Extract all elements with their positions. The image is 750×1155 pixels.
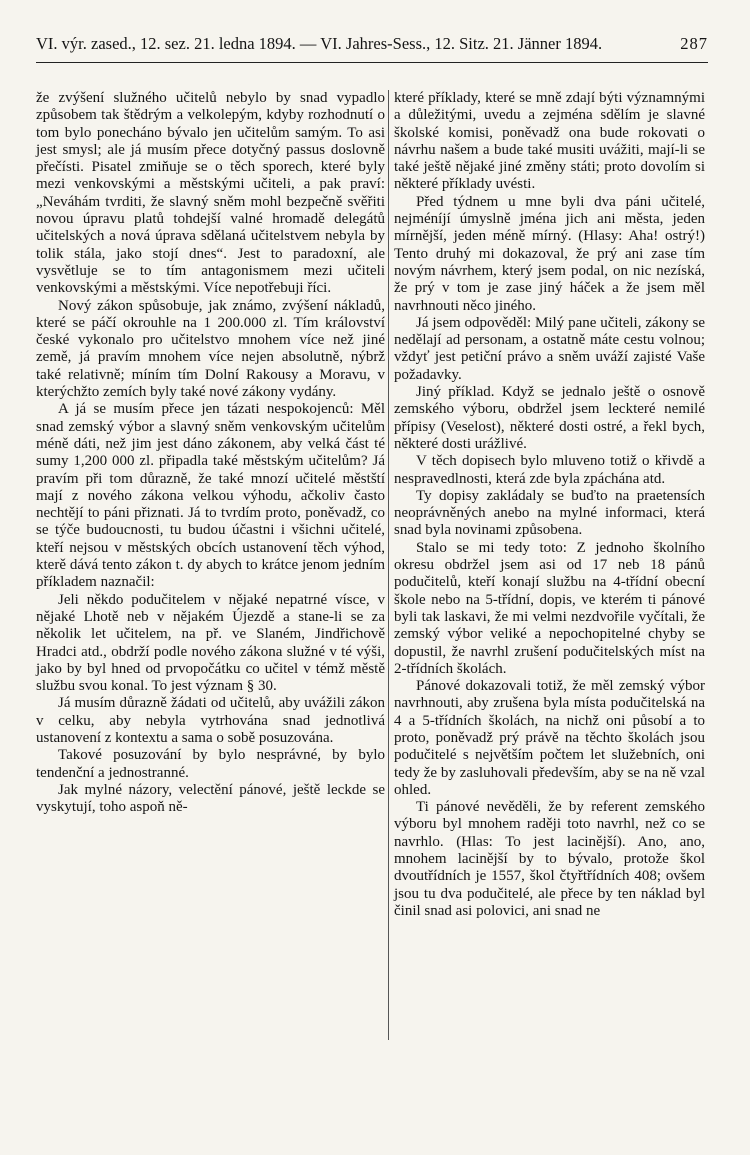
- right-paragraph: Pánové dokazovali totiž, že měl zemský výbor navrhnouti, aby zrušena byla místa podučitelská na 4 a 5-třídních školách, na nichž oni působí a to proto, poněvadž prý právě na těchto školách jsou podučitelé s největším počtem let služebních, oni tedy že by zasluhovali především, aby se na ně vzal ohled.: [394, 678, 705, 798]
- left-paragraph: Jak mylné názory, velectění pánové, ještě leckde se vyskytují, toho aspoň ně-: [36, 781, 385, 816]
- right-paragraph: Ti pánové nevěděli, že by referent zemského výboru byl mnohem raději toto navrhl, než co se navrhlo. (Hlas: To jest lacinější). Ano, ano, mnohem lacinější by to bývalo, protože škol dvoutřídních je 1557, škol čtyřtřídních 408; ovšem jsou tu dva podučitelé, ale přece by ten náklad byl činil snad asi polovici, ani snad ne: [394, 799, 705, 919]
- left-paragraph: A já se musím přece jen tázati nespokojenců: Měl snad zemský výbor a slavný sněm venkovským učitelům méně dáti, než jim jest dáno zákonem, aby velká část té sumy 1,200 000 zl. připadla také městským učitelům? Já pravím při tom důrazně, že také mnozí učitelé městští mají z nového zákona velkou výhodu, ačkoliv často nechtějí to páni přiznati. Já to tvrdím proto, poněvadž, co se týče budoucnosti, tu budou účastni i všichni učitelé, kteří nejsou v městských obcích ustanovení těch výhod, kterě dává tento zákon t. dy abych to krátce jenom jedním příkladem naznačil:: [36, 401, 385, 591]
- right-paragraph: které příklady, které se mně zdají býti významnými a důležitými, uvedu a zejména sdělím je slavné školské komisi, poněvadž ona bude rokovati o návrhu našem a bude také musiti uvážiti, mají-li se také ještě nějaké jiné změny státi; proto dovolím si některé příklady uvésti.: [394, 90, 705, 193]
- header-rule: [36, 62, 708, 63]
- right-paragraph: Já jsem odpověděl: Milý pane učiteli, zákony se nedělají ad personam, a ostatně máte cestu volnou; vždyť jest petiční právo a sněm uváží zajisté Vaše požadavky.: [394, 314, 705, 383]
- left-paragraph: Nový zákon spůsobuje, jak známo, zvýšení nákladů, které se páčí okrouhle na 1 200.000 zl. Tím království české vykonalo pro učitelstvo mnohem více než jiné země, já pravím mnohem více nejen absolutně, nýbrž také relativně; míním tím Dolní Rakousy a Moravu, v kterýchžto zemích byly také nové zákony vydány.: [36, 297, 385, 401]
- left-paragraph: Takové posuzování by bylo nesprávné, by bylo tendenční a jednostranné.: [36, 747, 385, 781]
- left-paragraph: Jeli někdo podučitelem v nějaké nepatrné vísce, v nějaké Lhotě neb v nějakém Újezdě a stane-li se za několik let učitelem, na př. ve Slaném, Jindřichově Hradci atd., obdrží podle nového zákona služné v té výši, jako by byl hned od prvopočátku co učitel v témž městě službu svou konal. To jest význam § 30.: [36, 591, 385, 695]
- right-paragraph: Jiný příklad. Když se jednalo ještě o osnově zemského výboru, obdržel jsem leckteré nemilé přípisy (Veselost), některé dosti ostré, a řekl bych, některé dosti urážlivé.: [394, 384, 705, 452]
- left-paragraph: že zvýšení služného učitelů nebylo by snad vypadlo způsobem tak štědrým a velkolepým, kdyby rozhodnutí o tom bylo ponecháno bývalo jen učitelům samým. To asi jest smysl; ale já musím přece dotyčný passus doslovně přečísti. Pisatel zmiňuje se o těch sporech, které byly mezi venkovskými a městskými učiteli, a pak praví: „Neváhám tvrditi, že slavný sněm mohl bezpečně svěřiti novou úpravu platů tohdejší valné hromadě delegátů učitelských a nová úprava sdělaná učitelstvem nebyla by tolik stála, jako stojí dnes“. Jest to paradoxní, ale vysvětluje se to tím antagonismem mezi učiteli venkovskými a městskými. Více nepotřebuji říci.: [36, 90, 385, 297]
- page-number: 287: [680, 34, 708, 53]
- right-paragraph: Před týdnem u mne byli dva páni učitelé, nejméníjí úmyslně jména jich ani města, jeden mírnější, jeden méně mírný. (Hlasy: Aha! ostrý!) Tento druhý mi dokazoval, že prý ani zase tím novým návrhem, který jsem podal, on nic nezíská, že prý v tom je zase jiný háček a že jsem měl navrhnouti něco jiného.: [394, 193, 705, 314]
- column-divider: [388, 90, 389, 1040]
- header-session-info: VI. výr. zased., 12. sez. 21. ledna 1894. — VI. Jahres-Sess., 12. Sitz. 21. Jänner 1894.: [36, 34, 603, 53]
- right-paragraph: Ty dopisy zakládaly se buďto na praetensích neoprávněných anebo na mylné informaci, která snad byla novinami způsobena.: [394, 487, 705, 539]
- running-header: [36, 34, 708, 54]
- right-column: [394, 90, 705, 920]
- left-paragraph: Já musím důrazně žádati od učitelů, aby uvážili zákon v celku, aby nebyla vytrhována snad jednotlivá ustanovení z kontextu a sama o sobě posuzována.: [36, 695, 385, 746]
- left-column: [36, 90, 385, 816]
- right-paragraph: Stalo se mi tedy toto: Z jednoho školního okresu obdržel jsem asi od 17 neb 18 pánů podučitelů, kteří konají službu na 4-třídní obecní škole nebo na 5-třídní, dopis, ve kterém ti pánové byli tak laskavi, že mi velmi nezdvořile vyčítali, že zemský výbor veliké a nepochopitelné chyby se dopustil, že navrhl zrušení podučitelských míst na 2-třídních školách.: [394, 539, 705, 677]
- right-paragraph: V těch dopisech bylo mluveno totiž o křivdě a nespravedlnosti, která zde byla zpáchána atd.: [394, 453, 705, 487]
